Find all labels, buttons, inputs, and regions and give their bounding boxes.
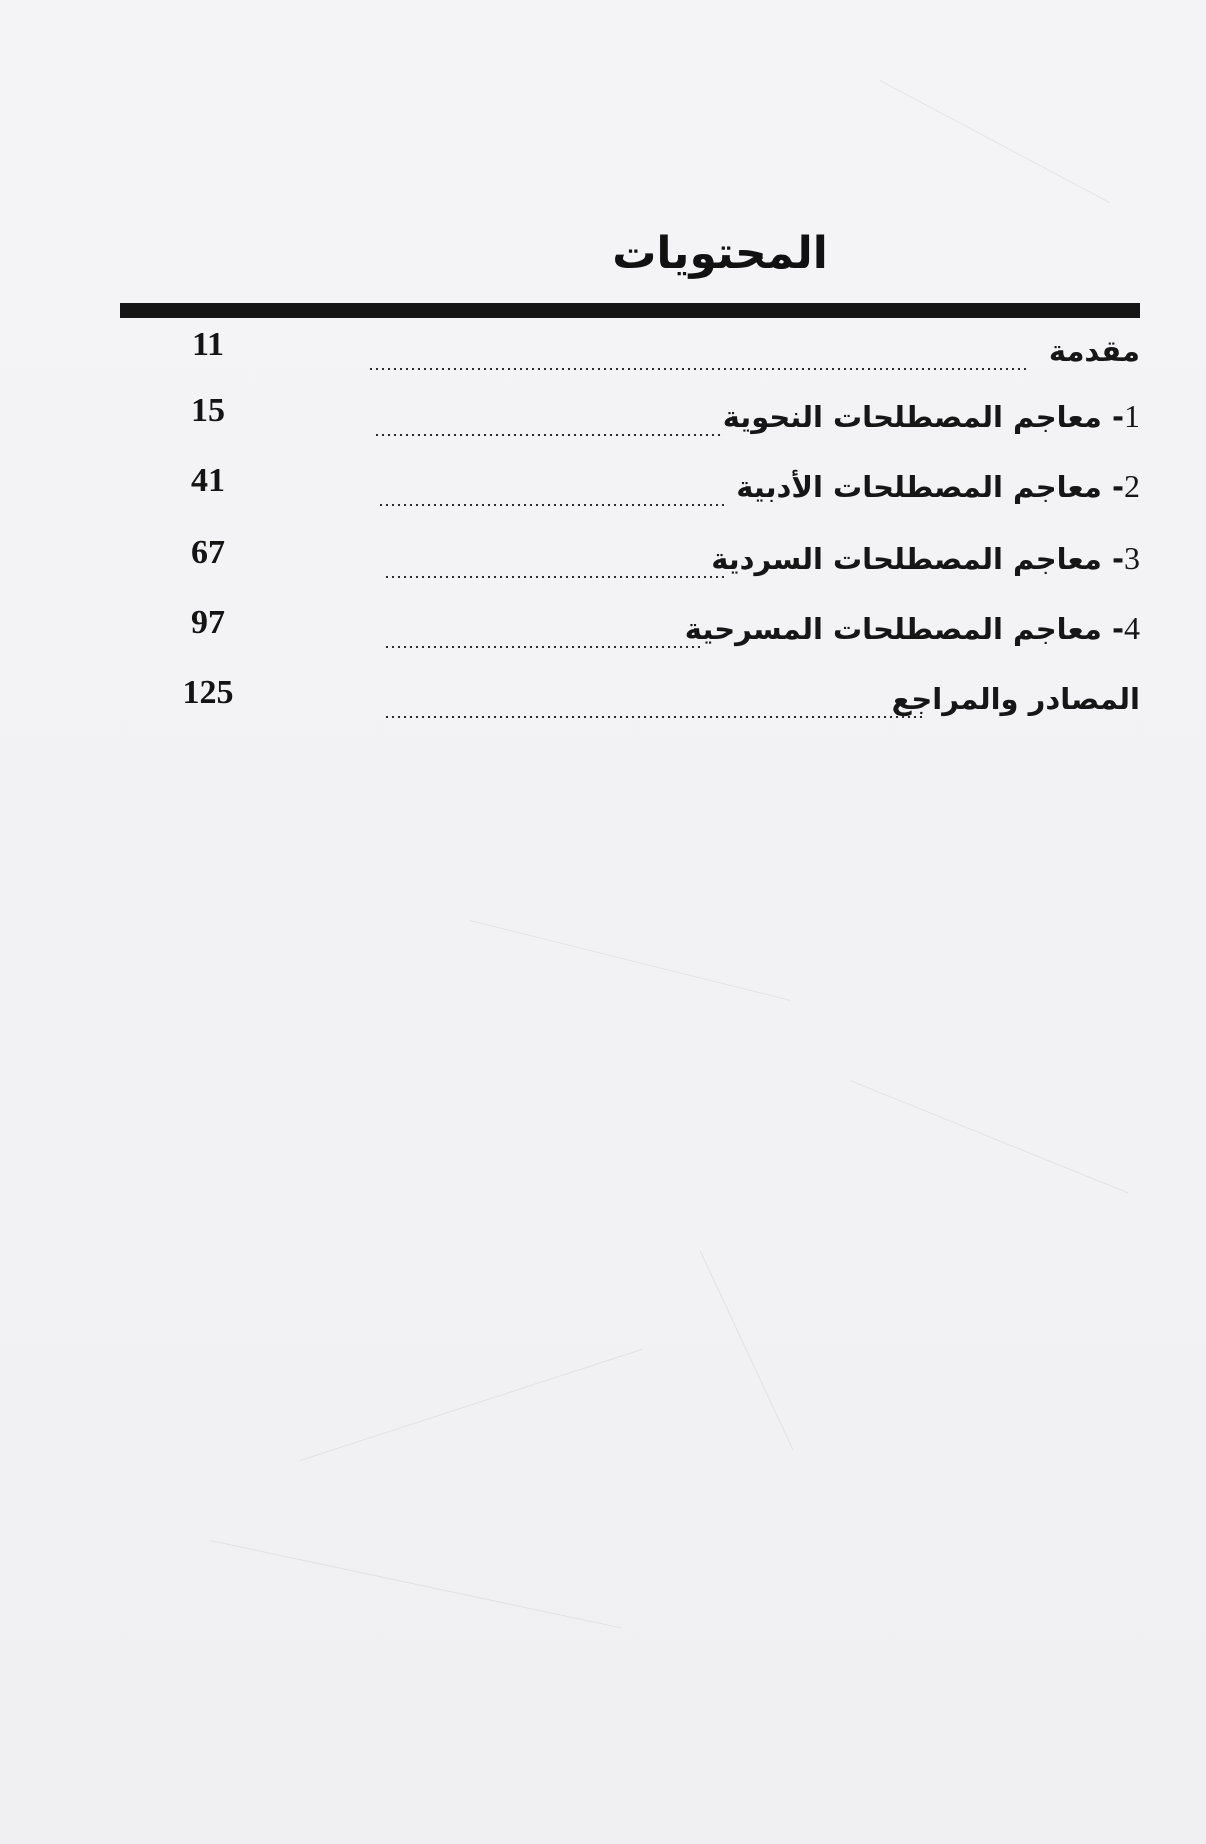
toc-leader-dots	[384, 646, 704, 648]
paper-scratch	[880, 80, 1110, 203]
toc-leader-dots	[384, 716, 924, 718]
paper-scratch	[470, 920, 790, 1001]
toc-entry[interactable]	[120, 670, 1140, 730]
toc-entry-title: مقدمة	[1048, 334, 1140, 368]
toc-page-number: 41	[191, 462, 225, 499]
toc-entry-label	[723, 398, 1140, 435]
toc-entry[interactable]	[120, 600, 1140, 660]
paper-scratch	[210, 1540, 621, 1628]
toc-entry[interactable]	[120, 322, 1140, 382]
toc-page-number: 67	[191, 534, 225, 571]
toc-leader-dots	[368, 368, 1028, 370]
toc-entry[interactable]	[120, 458, 1140, 518]
title-rule	[120, 303, 1140, 318]
toc-leader-dots	[378, 504, 728, 506]
toc-page-number: 97	[191, 604, 225, 641]
toc-entry[interactable]	[120, 530, 1140, 590]
toc-leader-dots	[374, 434, 724, 436]
toc-entry-label	[685, 610, 1140, 647]
toc-entry-label	[1049, 332, 1140, 369]
toc-page-number: 15	[191, 392, 225, 429]
toc-entry-title: - معاجم المصطلحات النحوية	[722, 400, 1124, 434]
toc-entry-number: 4	[1124, 610, 1140, 646]
toc-page-number: 125	[182, 674, 234, 711]
paper-scratch	[700, 1250, 794, 1450]
toc-entry-number: 3	[1124, 540, 1140, 576]
toc-entry-title: المصادر والمراجع	[891, 682, 1140, 716]
toc-entry-label	[736, 468, 1140, 505]
paper-scratch	[850, 1080, 1129, 1193]
toc-entry[interactable]	[120, 388, 1140, 448]
toc-page-number: 11	[191, 326, 225, 363]
toc-entry-number: 2	[1124, 468, 1140, 504]
toc-entry-number: 1	[1124, 398, 1140, 434]
toc-entry-title: - معاجم المصطلحات الأدبية	[736, 470, 1124, 504]
paper-scratch	[300, 1349, 643, 1461]
toc-entry-title: - معاجم المصطلحات السردية	[711, 542, 1124, 576]
toc-entry-title: - معاجم المصطلحات المسرحية	[684, 612, 1124, 646]
page-title: المحتويات	[612, 228, 828, 279]
toc-entry-label	[711, 540, 1140, 577]
toc-entry-label	[892, 680, 1140, 717]
toc-leader-dots	[384, 576, 724, 578]
